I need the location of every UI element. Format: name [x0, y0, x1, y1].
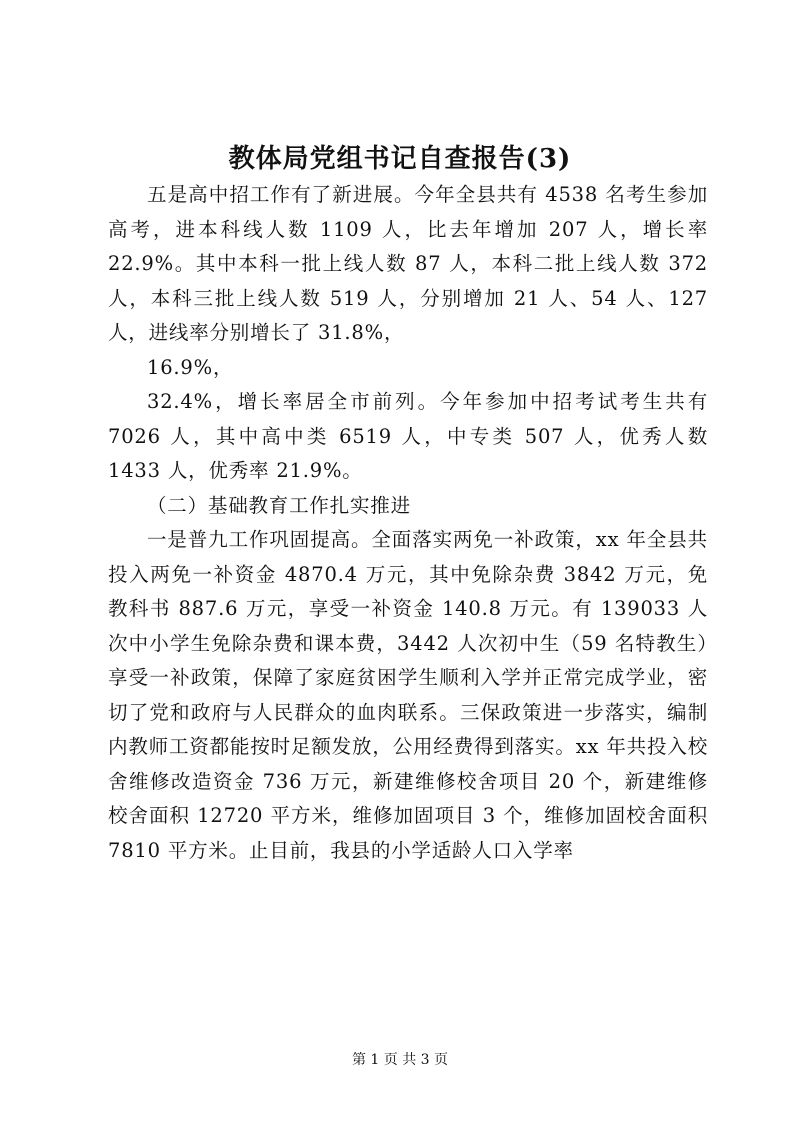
- paragraph-compulsory-education: 一是普九工作巩固提高。全面落实两免一补政策，xx 年全县共投入两免一补资金 4870.4 万元，其中免除杂费 3842 万元，免教科书 887.6 万元，享受一补资金 140.8 万元。有 139033 人次中小学生免除杂费和课本费，3442 人次初中生（59 名特教生）享受一补政策，保障了家庭贫困学生顺利入学并正常完成学业，密切了党和政府与人民群众的血肉联系。三保政策进一步落实，编制内教师工资都能按时足额发放，公用经费得到落实。xx 年共投入校舍维修改造资金 736 万元，新建维修校舍项目 20 个，新建维修校舍面积 12720 平方米，维修加固项目 3 个，维修加固校舍面积 7810 平方米。止目前，我县的小学适龄人口入学率: [108, 528, 708, 862]
- page-title: 教体局党组书记自查报告(3): [228, 144, 572, 174]
- paragraph-college-entrance: 五是高中招工作有了新进展。今年全县共有 4538 名考生参加高考，进本科线人数 1109 人，比去年增加 207 人，增长率 22.9%。其中本科一批上线人数 87 人，本科二批上线人数 372 人，本科三批上线人数 519 人，分别增加 21 人、54 人、127 人，进线率分别增长了 31.8%，: [108, 183, 708, 344]
- document-body: [108, 178, 708, 868]
- page-footer: 第 1 页 共 3 页: [351, 1052, 449, 1068]
- paragraph-rate-3-high-school-entrance: 32.4%，增长率居全市前列。今年参加中招考试考生共有 7026 人，其中高中类 6519 人，中专类 507 人，优秀人数 1433 人，优秀率 21.9%。: [108, 390, 708, 482]
- paragraph-rate-2: 16.9%，: [147, 355, 234, 379]
- section-heading-basic-education: （二）基础教育工作扎实推进: [147, 493, 411, 517]
